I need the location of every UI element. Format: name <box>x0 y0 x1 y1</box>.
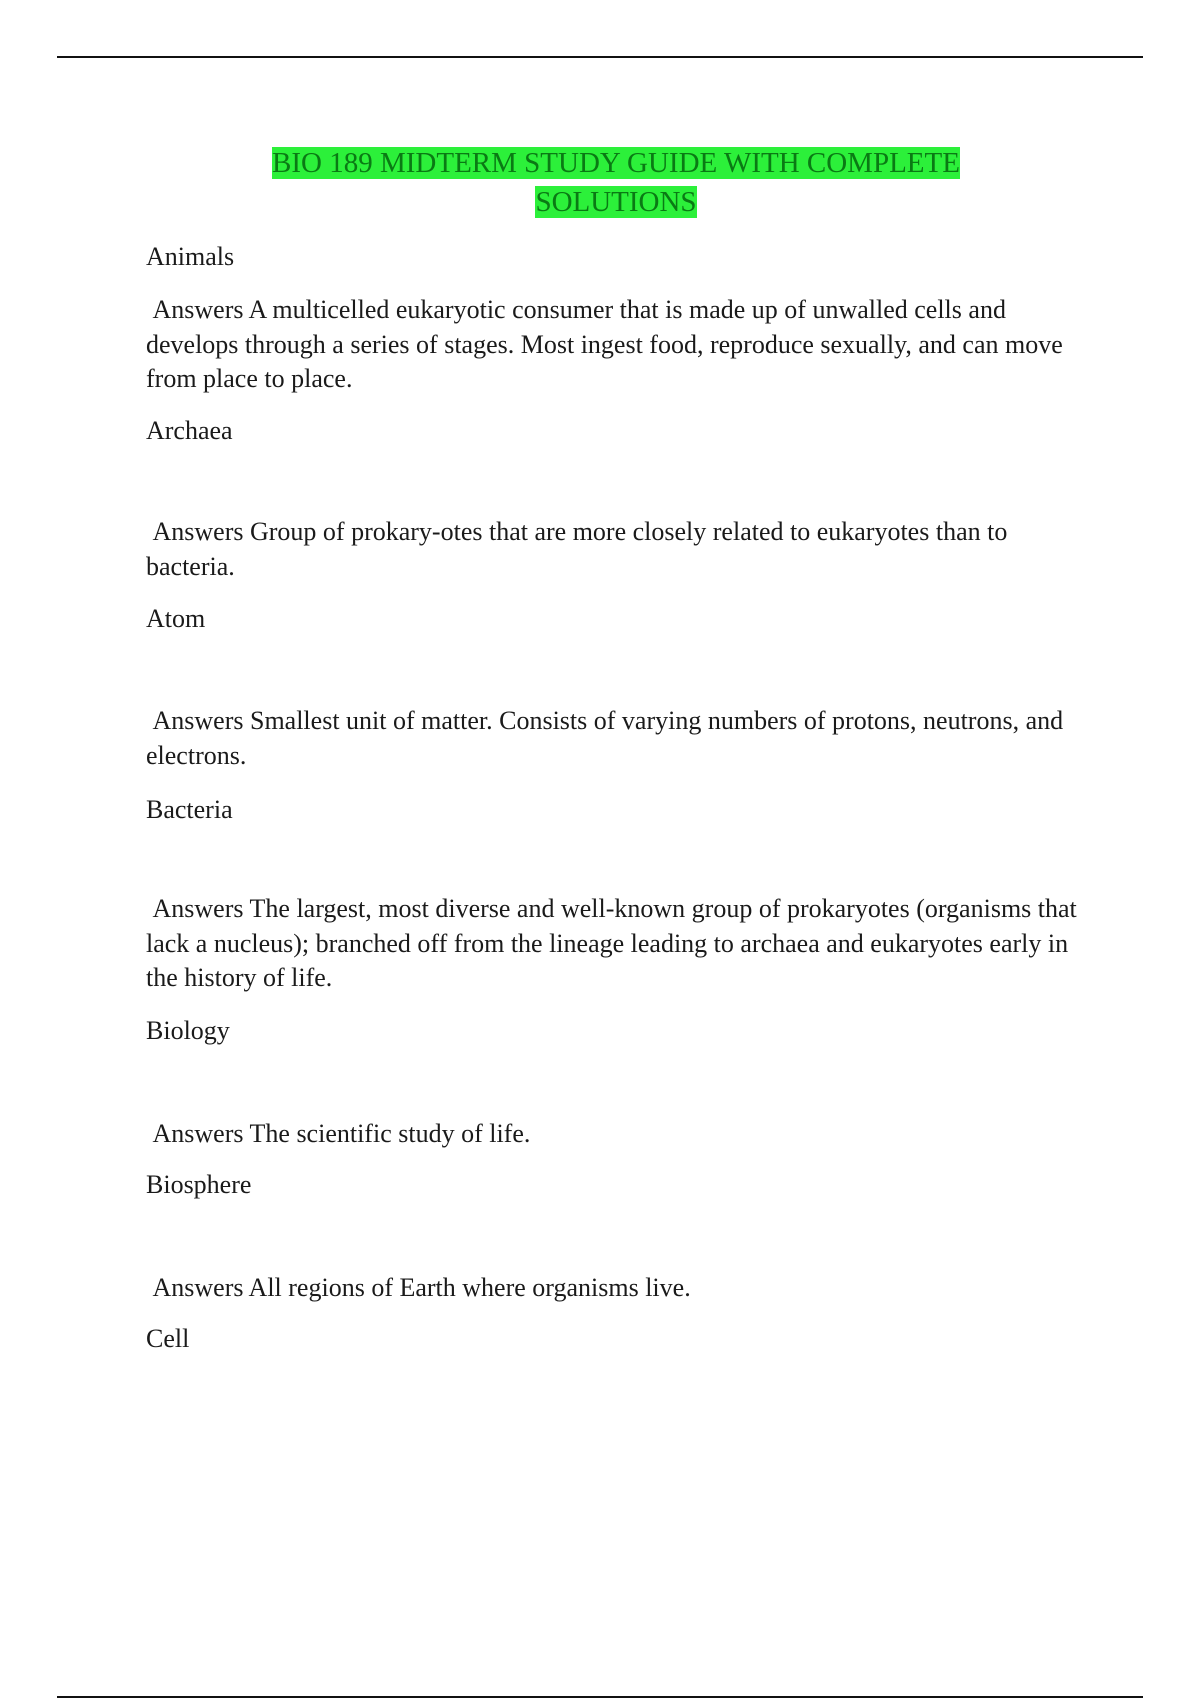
answer-animals: Answers A multicelled eukaryotic consumer that is made up of unwalled cells and develops through a series of stages. Most ingest food, reproduce sexually, and can move from place to place. <box>146 295 1070 393</box>
answer-archaea: Answers Group of prokary-otes that are more closely related to eukaryotes than to bacteria. <box>146 517 1014 581</box>
title-line-1: BIO 189 MIDTERM STUDY GUIDE WITH COMPLETE <box>272 147 960 179</box>
answer-biosphere: Answers All regions of Earth where organisms live. <box>146 1273 691 1302</box>
document-title <box>146 144 1086 222</box>
answer-bacteria: Answers The largest, most diverse and well-known group of prokaryotes (organisms that lack a nucleus); branched off from the lineage leading to archaea and eukaryotes early in the history of life. <box>146 894 1084 992</box>
answer-atom: Answers Smallest unit of matter. Consists of varying numbers of protons, neutrons, and electrons. <box>146 706 1070 770</box>
term-biology: Biology <box>146 1016 230 1045</box>
term-archaea: Archaea <box>146 416 233 445</box>
term-animals: Animals <box>146 242 235 271</box>
header-rule <box>57 56 1143 58</box>
footer-rule <box>57 1696 1143 1698</box>
term-biosphere: Biosphere <box>146 1170 252 1199</box>
term-cell: Cell <box>146 1324 190 1353</box>
answer-biology: Answers The scientific study of life. <box>146 1119 531 1148</box>
title-line-2: SOLUTIONS <box>535 186 697 218</box>
term-atom: Atom <box>146 604 206 633</box>
term-bacteria: Bacteria <box>146 795 233 824</box>
